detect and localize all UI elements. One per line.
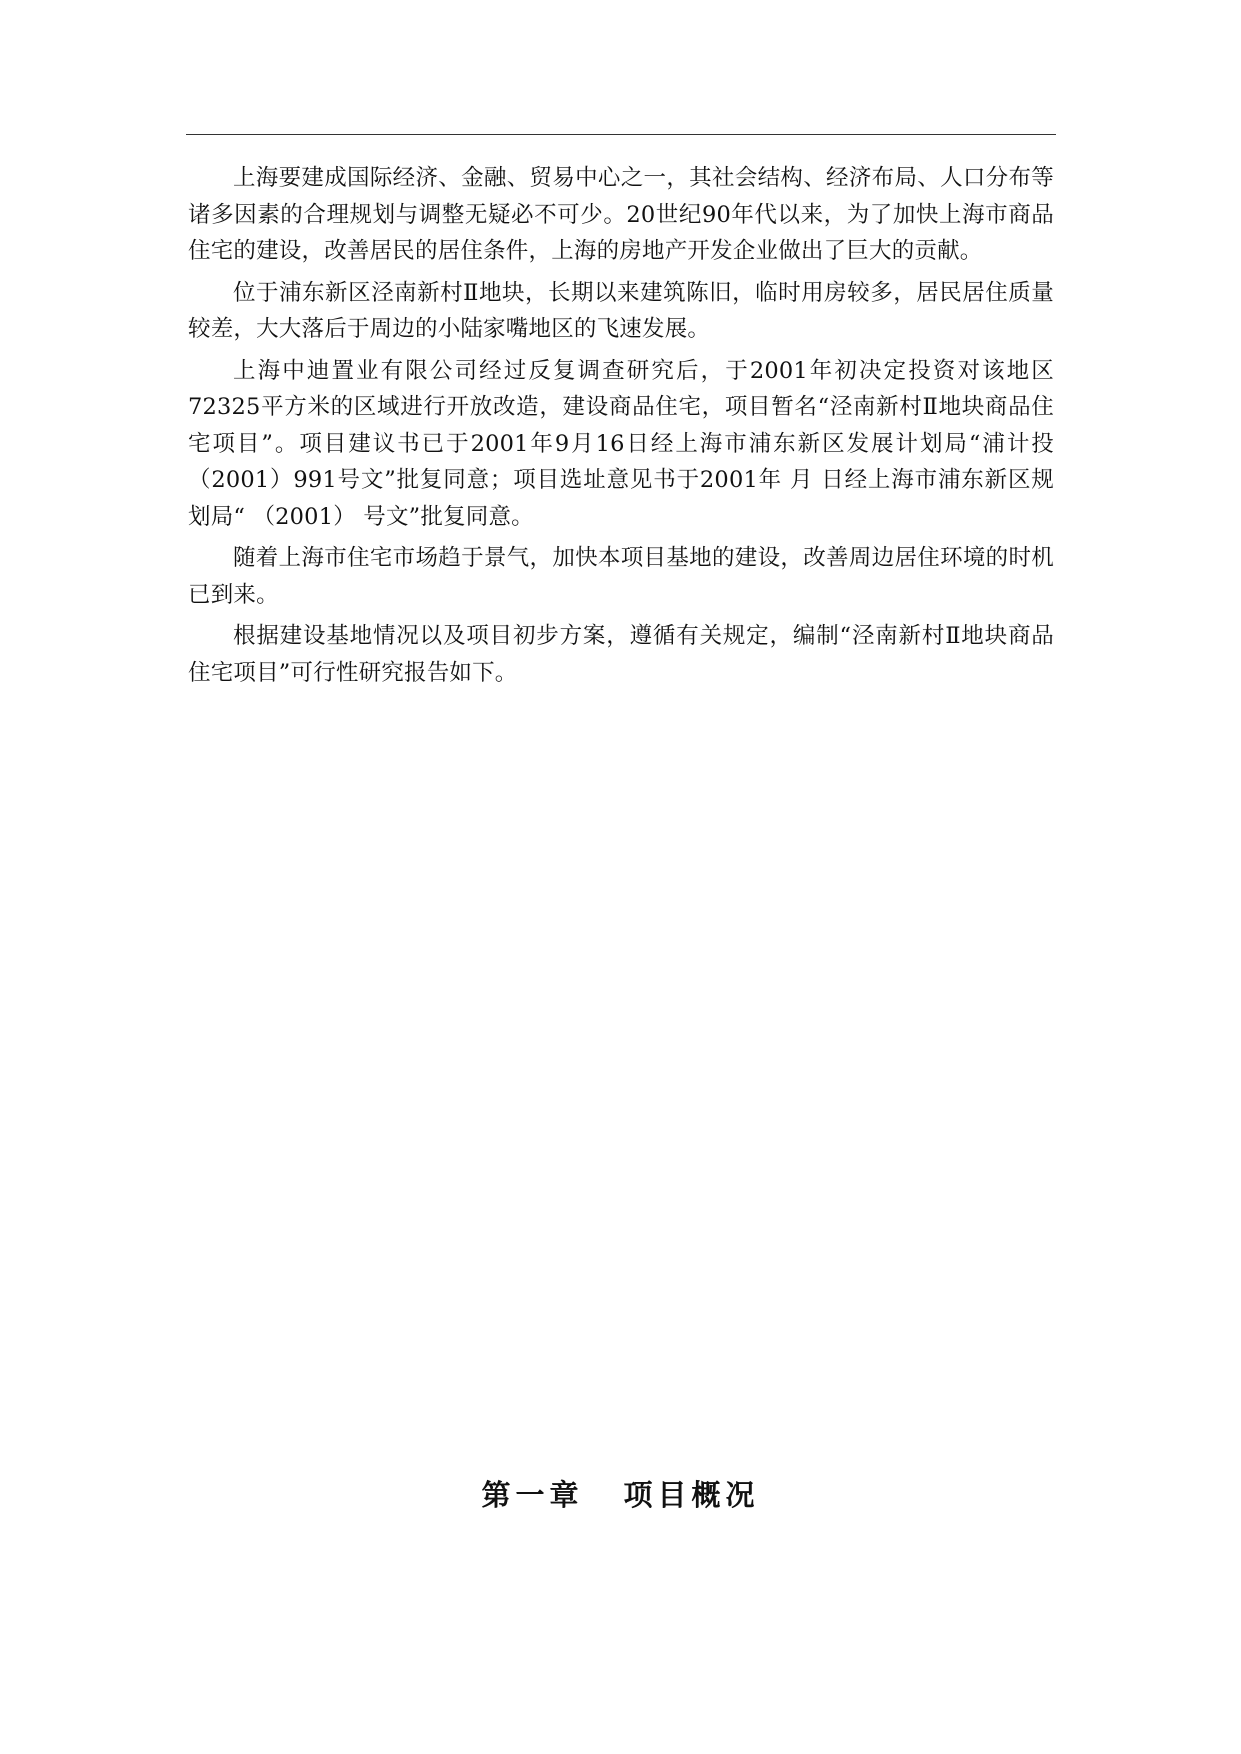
paragraph: 上海中迪置业有限公司经过反复调查研究后，于2001年初决定投资对该地区72325平方米的区域进行开放改造，建设商品住宅，项目暂名“泾南新村Ⅱ地块商品住宅项目”。项目建议书已于2001年9月16日经上海市浦东新区发展计划局“浦计投（2001）991号文”批复同意；项目选址意见书于2001年 月 日经上海市浦东新区规划局“ （2001） 号文”批复同意。 <box>188 357 1054 530</box>
paragraph: 上海要建成国际经济、金融、贸易中心之一，其社会结构、经济布局、人口分布等诸多因素的合理规划与调整无疑必不可少。20世纪90年代以来，为了加快上海市商品住宅的建设，改善居民的居住条件，上海的房地产开发企业做出了巨大的贡献。 <box>188 165 1054 264</box>
chapter-heading <box>0 1475 1241 1515</box>
paragraph: 随着上海市住宅市场趋于景气，加快本项目基地的建设，改善周边居住环境的时机已到来。 <box>188 545 1054 608</box>
body-text <box>188 160 1054 696</box>
paragraph: 位于浦东新区泾南新村Ⅱ地块，长期以来建筑陈旧，临时用房较多，居民居住质量较差，大大落后于周边的小陆家嘴地区的飞速发展。 <box>188 279 1054 342</box>
chapter-title: 项目概况 <box>623 1478 760 1512</box>
chapter-number: 第一章 <box>481 1478 584 1512</box>
header-rule <box>186 134 1056 135</box>
paragraph: 根据建设基地情况以及项目初步方案，遵循有关规定，编制“泾南新村Ⅱ地块商品住宅项目”可行性研究报告如下。 <box>188 623 1054 686</box>
